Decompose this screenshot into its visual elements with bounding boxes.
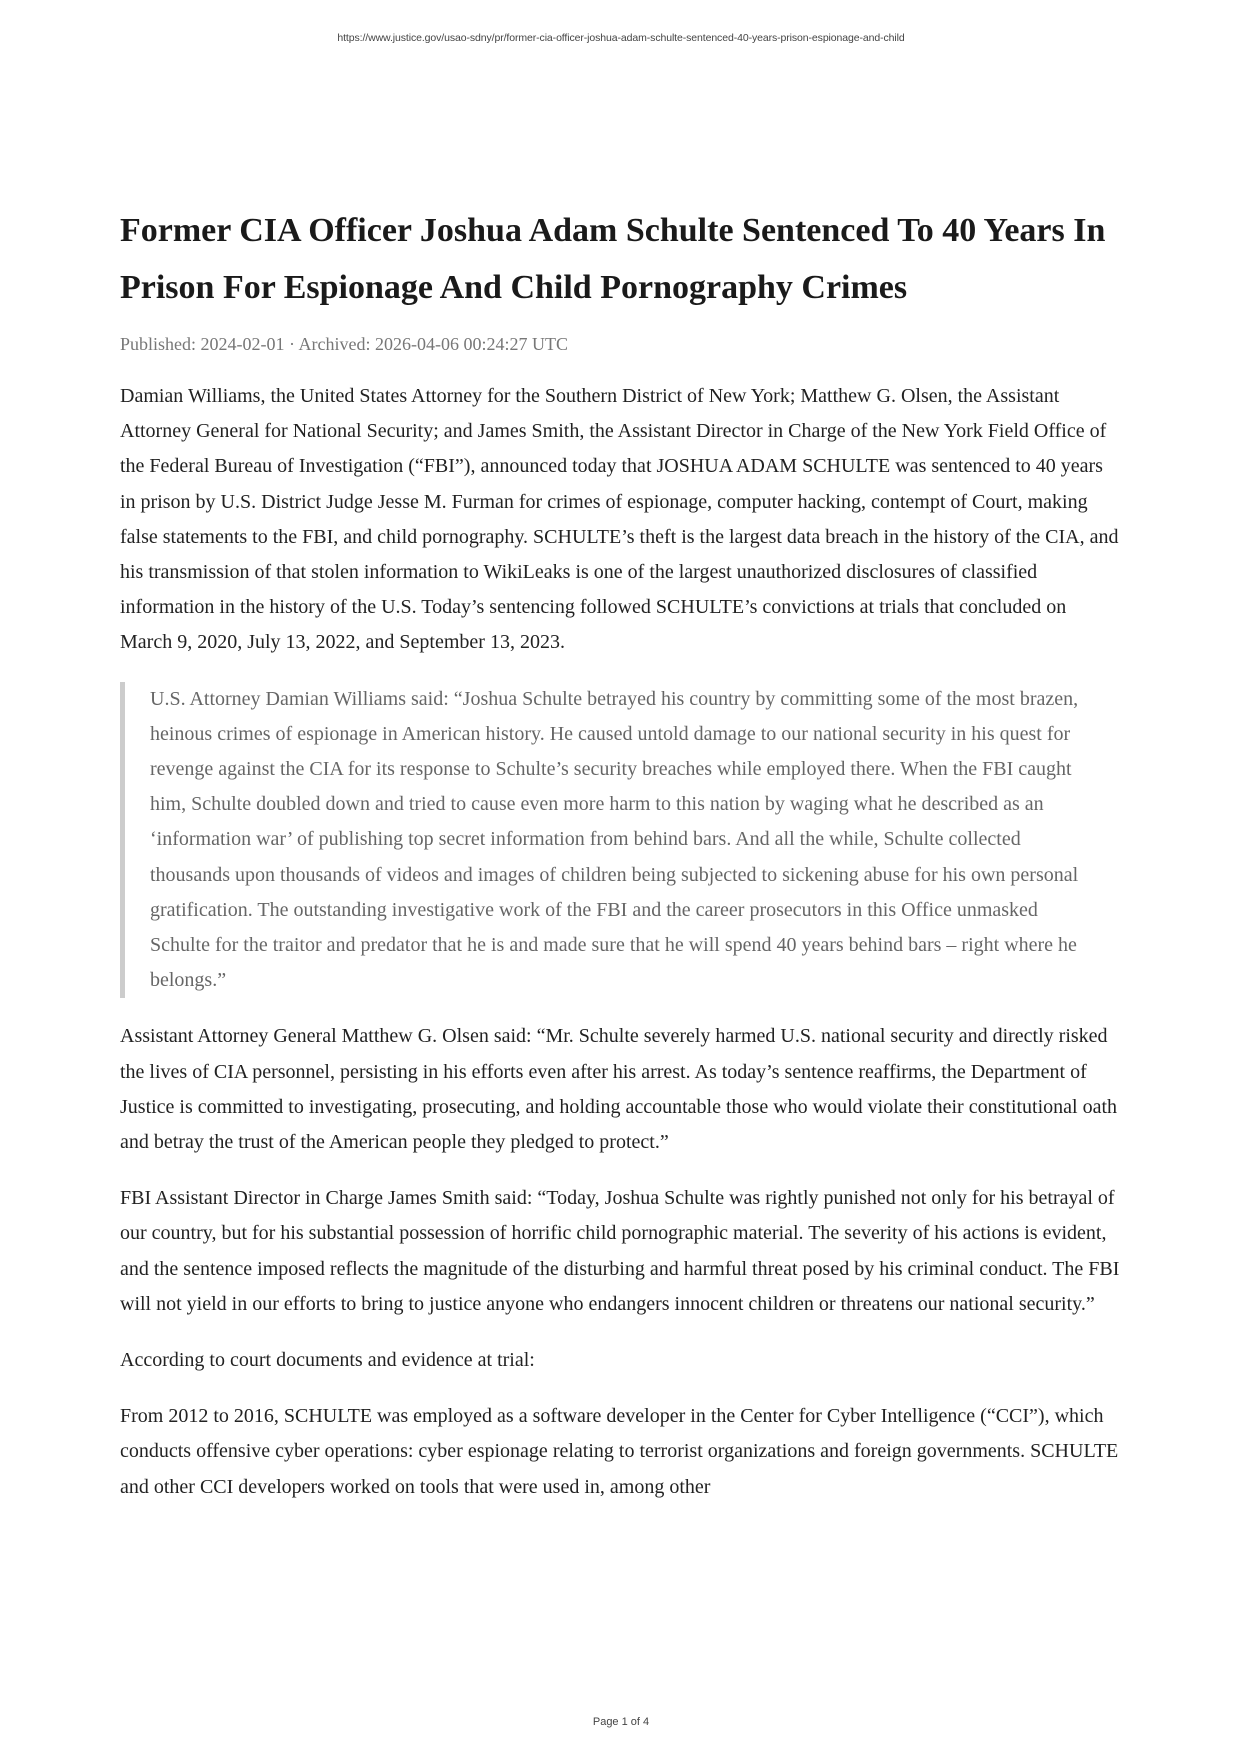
article [120,210,1120,1505]
intro-paragraph: Damian Williams, the United States Attorney for the Southern District of New York; Matthew G. Olsen, the Assistant Attorney General for National Security; and James Smith, the Assistant Director in Charge of the New York Field Office of the Federal Bureau of Investigation (“FBI”), announced today that JOSHUA ADAM SCHULTE was sentenced to 40 years in prison by U.S. District Judge Jesse M. Furman for crimes of espionage, computer hacking, contempt of Court, making false statements to the FBI, and child pornography. SCHULTE’s theft is the largest data breach in the history of the CIA, and his transmission of that stolen information to WikiLeaks is one of the largest unauthorized disclosures of classified information in the history of the U.S. Today’s sentencing followed SCHULTE’s convictions at trials that concluded on March 9, 2020, July 13, 2022, and September 13, 2023. [120,385,1119,654]
fbi-statement-paragraph: FBI Assistant Director in Charge James Smith said: “Today, Joshua Schulte was rightly punished not only for his betrayal of our country, but for his substantial possession of horrific child pornographic material. The severity of his actions is evident, and the sentence imposed reflects the magnitude of the disturbing and harmful threat posed by his criminal conduct. The FBI will not yield in our efforts to bring to justice anyone who endangers innocent children or threatens our national security.” [120,1187,1120,1315]
court-documents-intro: According to court documents and evidence at trial: [120,1349,535,1372]
page-number: Page 1 of 4 [592,1716,650,1728]
olsen-statement-paragraph: Assistant Attorney General Matthew G. Olsen said: “Mr. Schulte severely harmed U.S. national security and directly risked the lives of CIA personnel, persisting in his efforts even after his arrest. As today’s sentence reaffirms, the Department of Justice is committed to investigating, prosecuting, and holding accountable those who would violate their constitutional oath and betray the trust of the American people they pledged to protect.” [120,1025,1118,1154]
article-title: Former CIA Officer Joshua Adam Schulte Sentenced To 40 Years In Prison For Espionage And Child Pornography Crimes [120,212,1106,306]
source-url: https://www.justice.gov/usao-sdny/pr/former-cia-officer-joshua-adam-schulte-sentenced-40-years-prison-espionage-and-child [337,32,905,44]
quote-text: U.S. Attorney Damian Williams said: “Joshua Schulte betrayed his country by committing some of the most brazen, heinous crimes of espionage in American history. He caused untold damage to our national security in his quest for revenge against the CIA for its response to Schulte’s security breaches while employed there. When the FBI caught him, Schulte doubled down and tried to cause even more harm to this nation by waging what he described as an ‘information war’ of publishing top secret information from behind bars. And all the while, Schulte collected thousands upon thousands of videos and images of children being subjected to sickening abuse for his own personal gratification. The outstanding investigative work of the FBI and the career prosecutors in this Office unmasked Schulte for the traitor and predator that he is and made sure that he will spend 40 years behind bars – right where he belongs.” [150,687,1079,992]
background-paragraph: From 2012 to 2016, SCHULTE was employed as a software developer in the Center for Cyber Intelligence (“CCI”), which conducts offensive cyber operations: cyber espionage relating to terrorist organizations and foreign governments. SCHULTE and other CCI developers worked on tools that were used in, among other [120,1405,1119,1498]
publication-meta: Published: 2024-02-01 · Archived: 2026-04-06 00:24:27 UTC [120,334,568,354]
us-attorney-quote [120,682,1120,999]
